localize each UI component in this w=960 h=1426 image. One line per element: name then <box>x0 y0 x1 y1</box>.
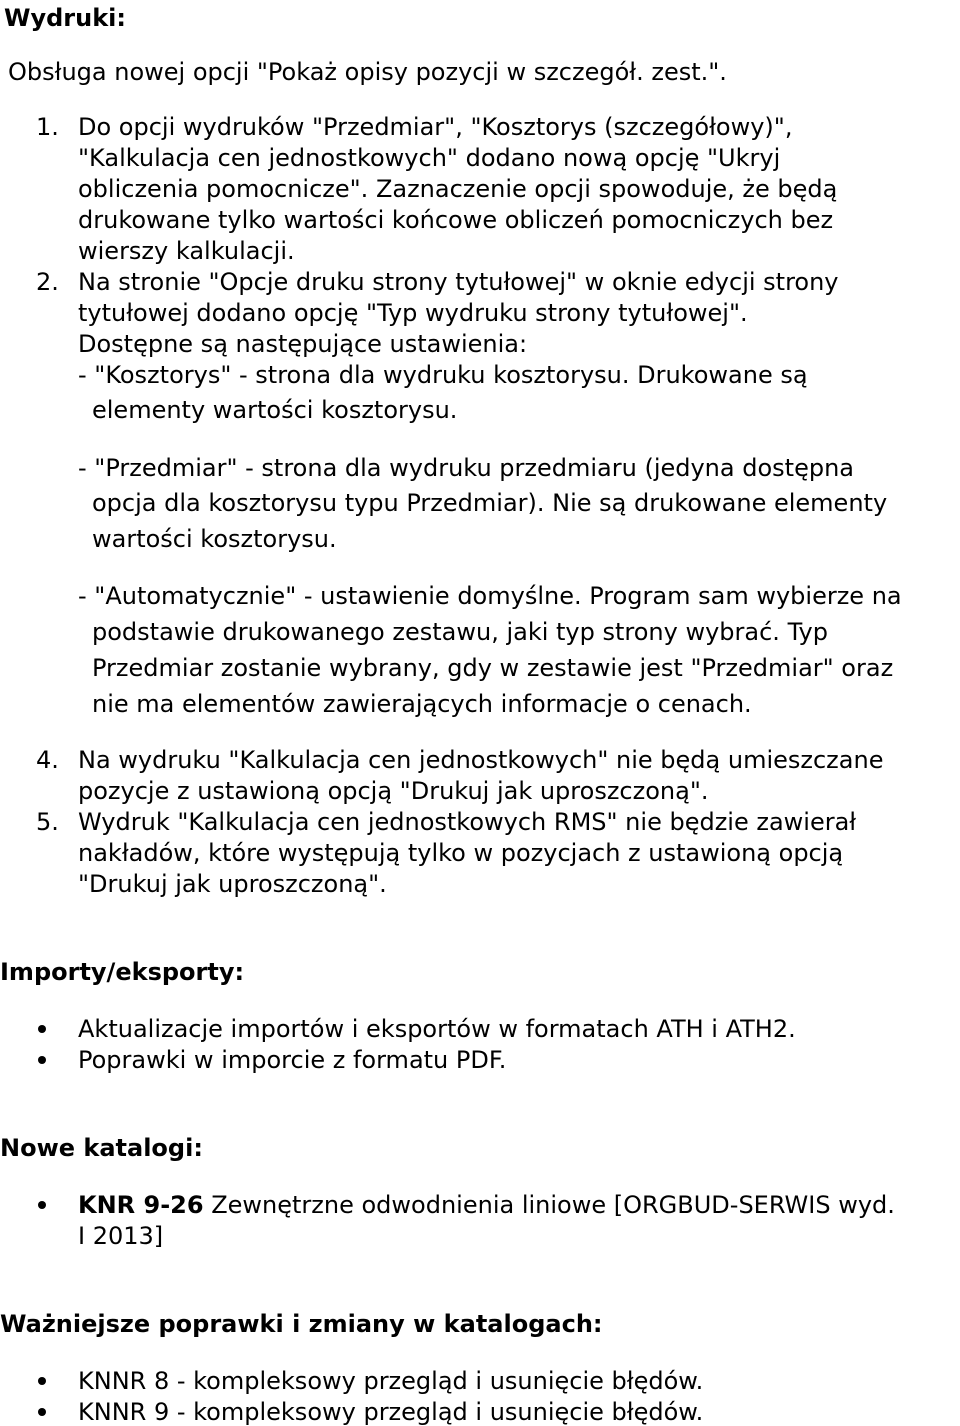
bullet-icon <box>38 1408 46 1416</box>
list-item: Aktualizacje importów i eksportów w formatach ATH i ATH2. <box>78 1015 796 1043</box>
list-item-continuation: I 2013] <box>78 1222 164 1250</box>
item-number-5: 5. <box>36 808 59 836</box>
item2-line: elementy wartości kosztorysu. <box>92 396 458 424</box>
item1-line: drukowane tylko wartości końcowe obliczeń pomocniczych bez <box>78 206 834 234</box>
heading-poprawki: Ważniejsze poprawki i zmiany w katalogach: <box>0 1310 603 1338</box>
item2-line: - "Automatycznie" - ustawienie domyślne. Program sam wybierze na <box>78 582 902 610</box>
item2-line: tytułowej dodano opcję "Typ wydruku strony tytułowej". <box>78 299 748 327</box>
catalog-title: Zewnętrzne odwodnienia liniowe [ORGBUD-SERWIS wyd. <box>203 1191 895 1219</box>
item2-line: opcja dla kosztorysu typu Przedmiar). Nie są drukowane elementy <box>92 489 888 517</box>
item-number-2: 2. <box>36 268 59 296</box>
item1-line: wierszy kalkulacji. <box>78 237 295 265</box>
item5-line: nakładów, które występują tylko w pozycjach z ustawioną opcją <box>78 839 844 867</box>
bullet-icon <box>38 1201 46 1209</box>
item2-line: - "Kosztorys" - strona dla wydruku kosztorysu. Drukowane są <box>78 361 808 389</box>
item2-line: Dostępne są następujące ustawienia: <box>78 330 528 358</box>
list-item: Poprawki w imporcie z formatu PDF. <box>78 1046 507 1074</box>
heading-importy: Importy/eksporty: <box>0 958 245 986</box>
item5-line: "Drukuj jak uproszczoną". <box>78 870 387 898</box>
list-item: KNNR 8 - kompleksowy przegląd i usunięcie błędów. <box>78 1367 704 1395</box>
item1-line: "Kalkulacja cen jednostkowych" dodano nową opcję "Ukryj <box>78 144 781 172</box>
list-item <box>78 1193 895 1217</box>
item2-line: Przedmiar zostanie wybrany, gdy w zestawie jest "Przedmiar" oraz <box>92 654 894 682</box>
item-number-1: 1. <box>36 113 59 141</box>
item1-line: Do opcji wydruków "Przedmiar", "Kosztorys (szczegółowy)", <box>78 113 793 141</box>
item2-line: - "Przedmiar" - strona dla wydruku przedmiaru (jedyna dostępna <box>78 454 854 482</box>
heading-wydruki: Wydruki: <box>4 4 127 32</box>
item-number-4: 4. <box>36 746 59 774</box>
item2-line: Na stronie "Opcje druku strony tytułowej" w oknie edycji strony <box>78 268 839 296</box>
item2-line: wartości kosztorysu. <box>92 525 337 553</box>
item2-line: podstawie drukowanego zestawu, jaki typ strony wybrać. Typ <box>92 618 828 646</box>
bullet-icon <box>38 1056 46 1064</box>
item2-line: nie ma elementów zawierających informacje o cenach. <box>92 690 752 718</box>
item4-line: pozycje z ustawioną opcją "Drukuj jak uproszczoną". <box>78 777 709 805</box>
heading-katalogi: Nowe katalogi: <box>0 1134 203 1162</box>
item1-line: obliczenia pomocnicze". Zaznaczenie opcji spowoduje, że będą <box>78 175 838 203</box>
item4-line: Na wydruku "Kalkulacja cen jednostkowych" nie będą umieszczane <box>78 746 884 774</box>
bullet-icon <box>38 1025 46 1033</box>
catalog-code: KNR 9-26 <box>78 1191 204 1219</box>
list-item: KNNR 9 - kompleksowy przegląd i usunięcie błędów. <box>78 1398 704 1426</box>
intro-text: Obsługa nowej opcji "Pokaż opisy pozycji w szczegół. zest.". <box>8 58 727 86</box>
bullet-icon <box>38 1377 46 1385</box>
item5-line: Wydruk "Kalkulacja cen jednostkowych RMS" nie będzie zawierał <box>78 808 857 836</box>
